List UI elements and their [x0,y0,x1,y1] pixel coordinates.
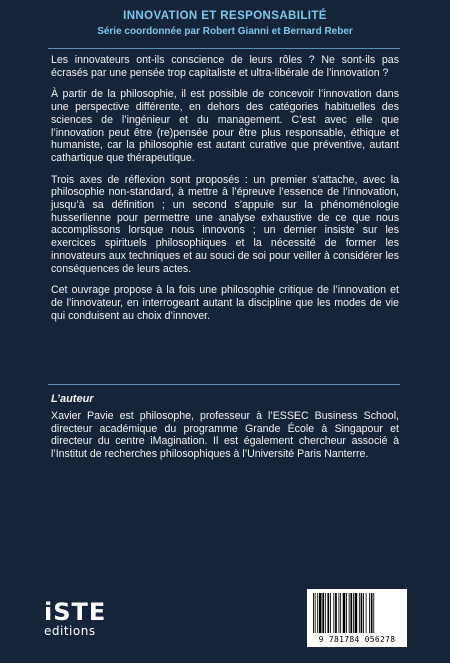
summary-paragraph: Les innovateurs ont-ils conscience de leurs rôles ? Ne sont-ils pas écrasés par une pensée trop capitaliste et ultra-libérale de l’innovation ? [51,54,399,79]
summary-paragraph: À partir de la philosophie, il est possible de concevoir l’innovation dans une perspective différente, en dehors des catégories habituelles des sciences de l’ingénieur et du management. C’est avec elle que l’innovation peut être (re)pensée pour être plus responsable, éthique et humaniste, car la philosophie est autant curative que préventive, autant cathartique que thérapeutique. [51,88,399,164]
summary-paragraph: Trois axes de réflexion sont proposés : un premier s’attache, avec la philosophie non-standard, à mettre à l’épreuve l’essence de l’innovation, jusqu’à sa définition ; un second s’appuie sur la phénoménologie husserlienne pour permettre une analyse exhaustive de ce que nous accomplissons lorsque nous innovons ; un dernier insiste sur les exercices spirituels philosophiques et la nécessité de former les innovateurs aux techniques et au souci de soi pour veiller à considérer les conséquences de leurs actes. [51,173,399,275]
barcode-bars [313,593,401,633]
header-divider [48,48,400,49]
summary-paragraph: Cet ouvrage propose à la fois une philosophie critique de l’innovation et de l’innovateur, en interrogeant autant la discipline que les modes de vie qui conduisent au choix d’innover. [51,284,399,322]
series-header [0,9,450,39]
publisher-logo-main: iSTE [44,598,107,626]
series-editors: Série coordonnée par Robert Gianni et Bernard Reber [97,26,353,37]
isbn-number: 9 781784 056278 [318,635,396,644]
isbn-barcode [307,589,407,647]
publisher-logo [44,600,144,640]
author-divider [48,384,400,385]
summary-text [51,54,399,331]
publisher-logo-sub: editions [44,624,96,638]
author-heading: L’auteur [51,393,94,405]
author-bio: Xavier Pavie est philosophe, professeur à l’ESSEC Business School, directeur académique du programme Grande École à Singapour et directeur du centre iMagination. Il est également chercheur associé à l’Institut de recherches philosophiques à l’Université Paris Nanterre. [51,410,399,461]
series-title: INNOVATION ET RESPONSABILITÉ [123,10,327,22]
